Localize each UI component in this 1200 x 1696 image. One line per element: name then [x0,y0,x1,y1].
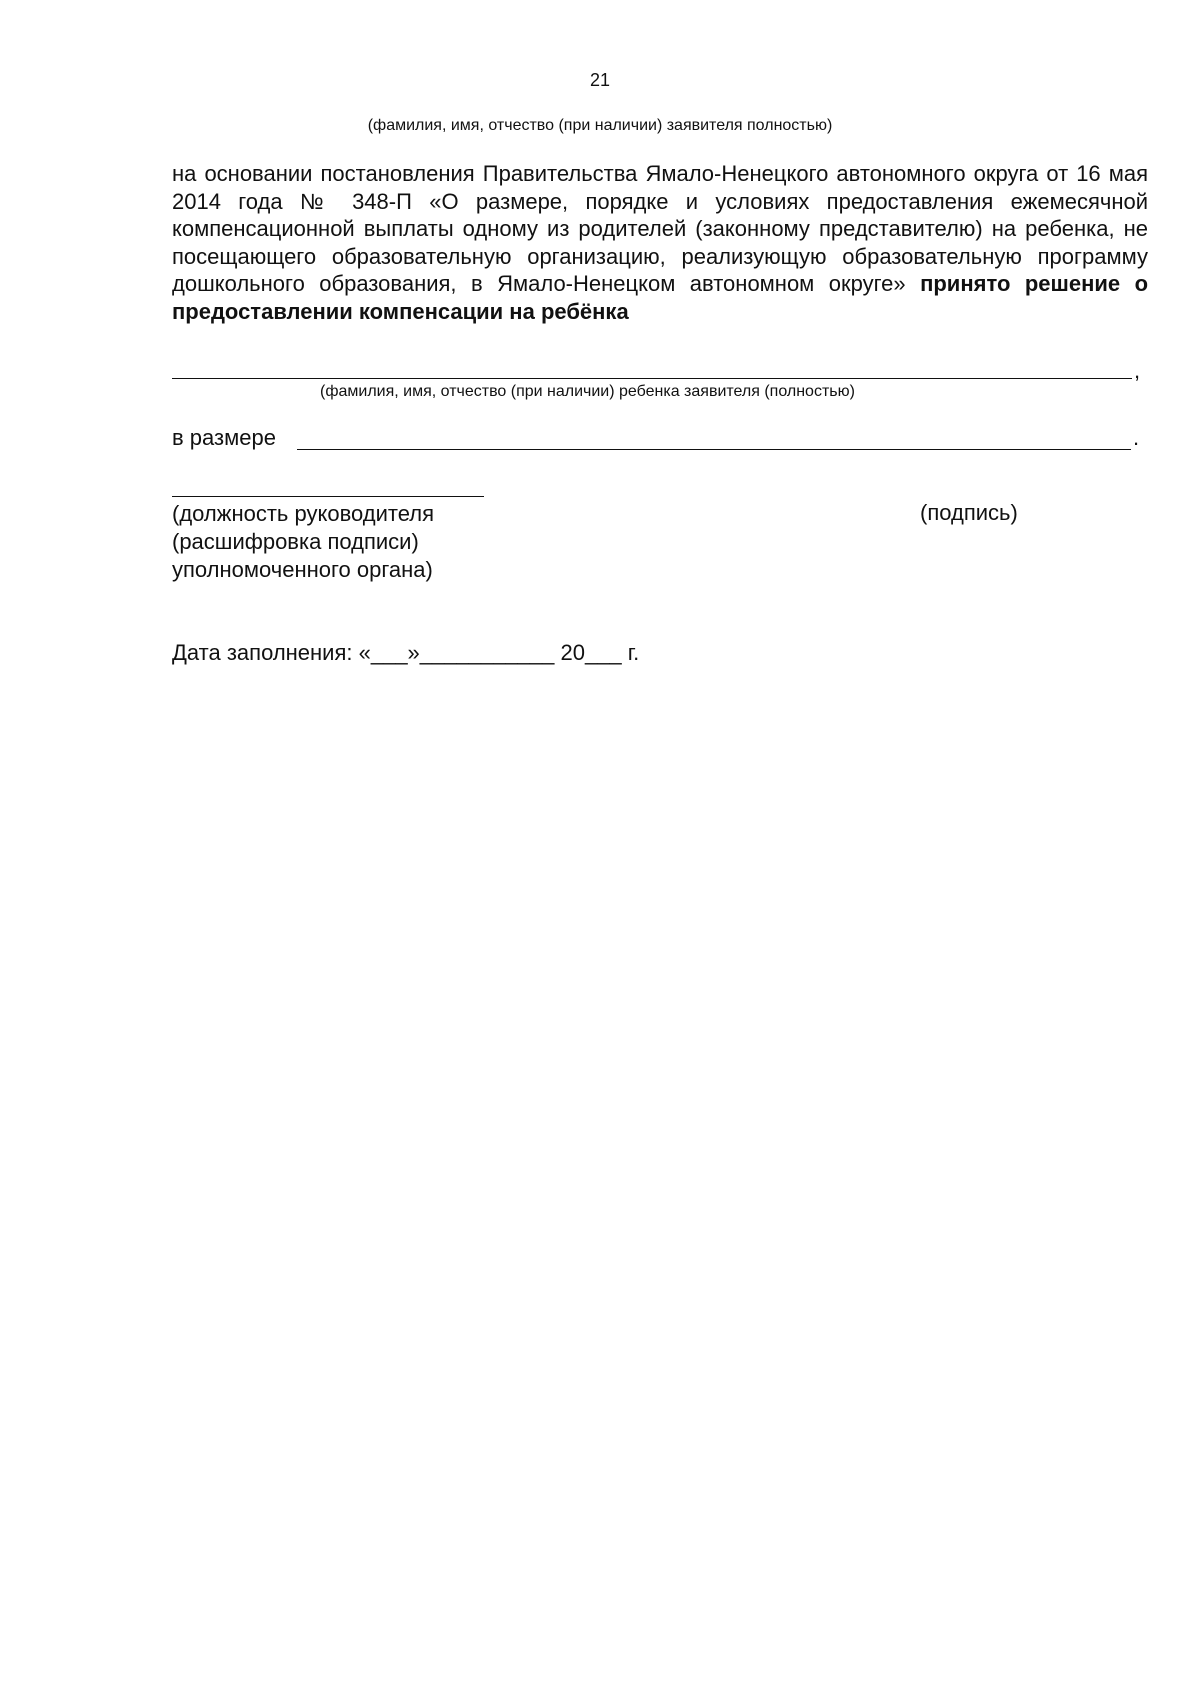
decision-paragraph [172,160,1148,326]
signature-caption-line-2: (расшифровка подписи) [172,529,419,554]
amount-field-line[interactable] [297,449,1131,450]
child-name-field-line[interactable] [172,378,1132,379]
decision-bold-text: принято решение о предоставлении компенсации на ребёнка [172,271,1149,324]
child-name-comma: , [1134,358,1141,383]
signature-caption: (подпись) [920,500,1018,525]
signature-block-left [172,500,434,584]
decision-basis-text: на основании постановления Правительства Ямало-Ненецкого автономного округа от 16 мая 2014 года № 348-П «О размере, порядке и условиях предоставления ежемесячной компенсационной выплаты одному из родителей (законному представителю) на ребенка, не посещающего образовательную организацию, реализующую образовательную программу дошкольного образования, в Ямало-Ненецком автономном округе» [172,161,1148,297]
amount-label: в размере [172,425,276,450]
page-number: 21 [589,70,611,90]
fill-date-line: Дата заполнения: «___»___________ 20___ г. [172,640,640,665]
amount-end-dot: . [1133,425,1140,450]
signature-caption-line-3: уполномоченного органа) [172,557,433,582]
signature-caption-line-1: (должность руководителя [172,501,435,526]
official-position-field-line[interactable] [172,496,484,497]
applicant-name-caption: (фамилия, имя, отчество (при наличии) заявителя полностью) [367,117,833,134]
child-name-caption: (фамилия, имя, отчество (при наличии) ребенка заявителя (полностью) [320,383,855,400]
